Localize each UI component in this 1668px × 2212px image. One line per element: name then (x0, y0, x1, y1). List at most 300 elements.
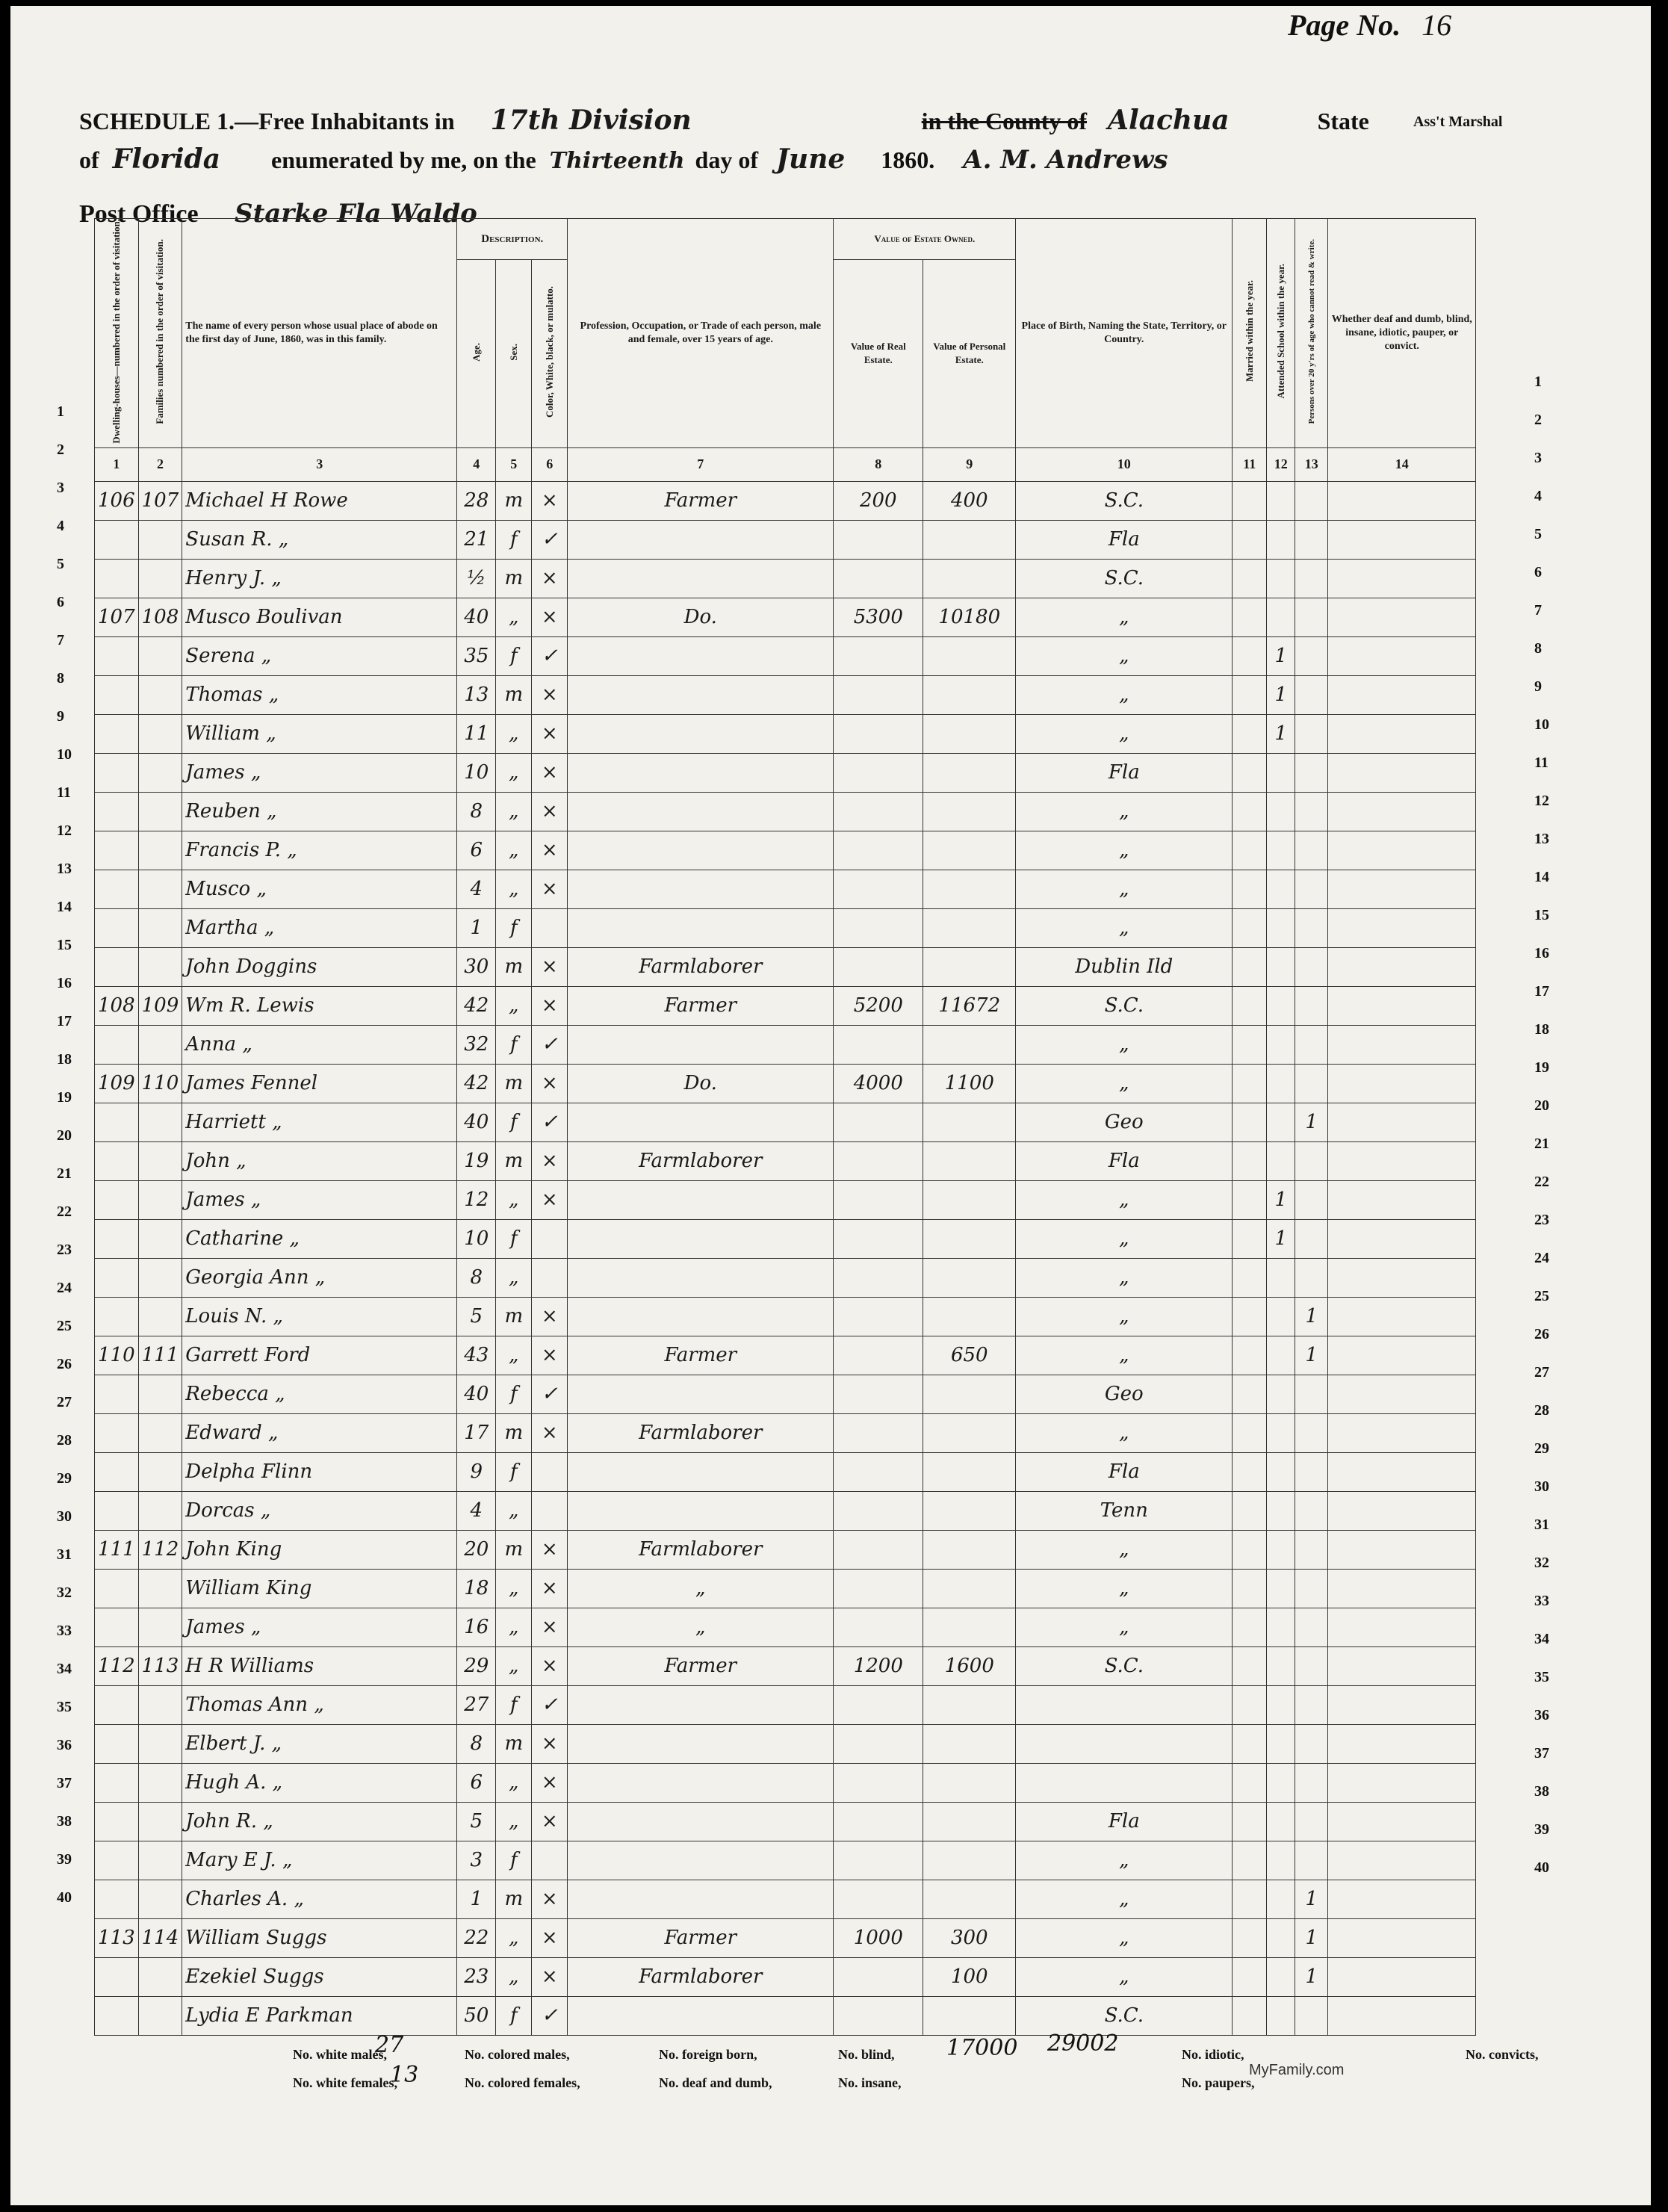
census-table (94, 218, 1476, 2036)
school-cell (1267, 1491, 1295, 1530)
col-real-header: Value of Real Estate. (834, 260, 923, 447)
line-number-left: 6 (57, 594, 64, 610)
family-number (138, 1452, 182, 1491)
dwelling-number (95, 1258, 139, 1297)
line-number-right: 7 (1534, 602, 1542, 619)
real-estate-cell (834, 636, 923, 675)
deaf-blind-cell (1328, 1530, 1476, 1569)
color-cell: × (532, 1141, 568, 1180)
deaf-blind-cell (1328, 831, 1476, 870)
table-row (95, 986, 1476, 1025)
married-cell (1233, 753, 1267, 792)
table-row (95, 908, 1476, 947)
deaf-blind-cell (1328, 1646, 1476, 1685)
dwelling-number (95, 714, 139, 753)
line-number-left: 9 (57, 708, 64, 725)
birthplace-cell: Tenn (1016, 1491, 1233, 1530)
deaf-blind-cell (1328, 1297, 1476, 1336)
real-estate-cell: 1000 (834, 1918, 923, 1957)
sex-cell: „ (496, 792, 532, 831)
family-number (138, 1375, 182, 1413)
watermark: MyFamily.com (1249, 2062, 1345, 2078)
column-number: 11 (1233, 447, 1267, 481)
sex-cell: f (496, 520, 532, 559)
personal-estate-cell (923, 831, 1016, 870)
occupation-cell: Farmer (568, 1918, 834, 1957)
occupation-cell: Farmlaborer (568, 947, 834, 986)
personal-estate-cell: 400 (923, 481, 1016, 520)
illiterate-cell: 1 (1295, 1103, 1328, 1141)
family-number (138, 1258, 182, 1297)
birthplace-cell: „ (1016, 1025, 1233, 1064)
birthplace-cell: „ (1016, 831, 1233, 870)
real-estate-cell (834, 1880, 923, 1918)
real-estate-cell (834, 1724, 923, 1763)
birthplace-cell: „ (1016, 1608, 1233, 1646)
birthplace-cell: „ (1016, 714, 1233, 753)
occupation-cell: Farmlaborer (568, 1141, 834, 1180)
color-cell: × (532, 598, 568, 636)
real-estate-cell (834, 1025, 923, 1064)
married-cell (1233, 1841, 1267, 1880)
line-number-left: 30 (57, 1508, 72, 1525)
married-cell (1233, 831, 1267, 870)
illiterate-cell (1295, 986, 1328, 1025)
color-cell: × (532, 1608, 568, 1646)
person-name: Musco „ (182, 870, 457, 908)
personal-estate-cell (923, 1569, 1016, 1608)
married-cell (1233, 1452, 1267, 1491)
occupation-cell (568, 1219, 834, 1258)
married-cell (1233, 1724, 1267, 1763)
family-number (138, 1141, 182, 1180)
line-number-right: 17 (1534, 983, 1549, 1000)
person-name: Ezekiel Suggs (182, 1957, 457, 1996)
dwelling-number: 107 (95, 598, 139, 636)
marshal-name: A. M. Andrews (963, 145, 1168, 175)
age-cell: 42 (457, 986, 496, 1025)
line-number-left: 2 (57, 442, 64, 458)
school-cell (1267, 831, 1295, 870)
family-number (138, 908, 182, 947)
family-number: 110 (138, 1064, 182, 1103)
sex-cell: „ (496, 831, 532, 870)
illiterate-cell: 1 (1295, 1297, 1328, 1336)
line-number-left: 24 (57, 1280, 72, 1296)
family-number (138, 1413, 182, 1452)
color-cell: × (532, 1336, 568, 1375)
dwelling-number (95, 1375, 139, 1413)
family-number (138, 1880, 182, 1918)
deaf-blind-cell (1328, 1219, 1476, 1258)
person-name: Georgia Ann „ (182, 1258, 457, 1297)
family-number: 114 (138, 1918, 182, 1957)
married-cell (1233, 598, 1267, 636)
age-cell: 8 (457, 1258, 496, 1297)
illiterate-cell (1295, 1064, 1328, 1103)
line-number-right: 34 (1534, 1631, 1549, 1647)
color-cell: × (532, 481, 568, 520)
occupation-cell (568, 1841, 834, 1880)
sex-cell: m (496, 1724, 532, 1763)
married-cell (1233, 1608, 1267, 1646)
dwelling-number (95, 1569, 139, 1608)
column-number: 3 (182, 447, 457, 481)
table-row (95, 753, 1476, 792)
occupation-cell (568, 1880, 834, 1918)
married-cell (1233, 1880, 1267, 1918)
family-number (138, 870, 182, 908)
school-cell: 1 (1267, 636, 1295, 675)
dwelling-number (95, 753, 139, 792)
illiterate-cell (1295, 1646, 1328, 1685)
school-cell (1267, 1297, 1295, 1336)
real-estate-cell (834, 1141, 923, 1180)
sex-cell: f (496, 908, 532, 947)
married-cell (1233, 1646, 1267, 1685)
color-cell (532, 1491, 568, 1530)
married-cell (1233, 1802, 1267, 1841)
real-estate-cell: 4000 (834, 1064, 923, 1103)
occupation-cell: „ (568, 1569, 834, 1608)
line-number-right: 6 (1534, 564, 1542, 580)
school-cell: 1 (1267, 714, 1295, 753)
color-cell (532, 1452, 568, 1491)
family-number (138, 1025, 182, 1064)
person-name: James „ (182, 753, 457, 792)
person-name: Catharine „ (182, 1219, 457, 1258)
personal-estate-cell (923, 908, 1016, 947)
dwelling-number (95, 870, 139, 908)
dwelling-number (95, 636, 139, 675)
illiterate-cell: 1 (1295, 1918, 1328, 1957)
table-row (95, 1452, 1476, 1491)
dwelling-number (95, 1452, 139, 1491)
line-number-right: 14 (1534, 869, 1549, 885)
col-color-header: Color, White, black, or mulatto. (532, 260, 568, 447)
person-name: Delpha Flinn (182, 1452, 457, 1491)
line-number-left: 34 (57, 1661, 72, 1677)
deaf-dumb-label: No. deaf and dumb, (659, 2075, 772, 2090)
color-cell: ✓ (532, 1103, 568, 1141)
col-personal-header: Value of Personal Estate. (923, 260, 1016, 447)
color-cell: × (532, 753, 568, 792)
age-cell: 11 (457, 714, 496, 753)
person-name: Mary E J. „ (182, 1841, 457, 1880)
illiterate-cell (1295, 1413, 1328, 1452)
table-row (95, 714, 1476, 753)
col-birthplace-header: Place of Birth, Naming the State, Territory, or Country. (1016, 219, 1233, 448)
married-cell (1233, 870, 1267, 908)
year-text: 1860. (881, 146, 935, 173)
sex-cell: „ (496, 1763, 532, 1802)
sex-cell: f (496, 1996, 532, 2035)
personal-estate-cell (923, 520, 1016, 559)
line-number-right: 18 (1534, 1021, 1549, 1038)
line-number-right: 28 (1534, 1402, 1549, 1419)
married-cell (1233, 1569, 1267, 1608)
occupation-cell (568, 675, 834, 714)
school-cell (1267, 1413, 1295, 1452)
age-cell: ½ (457, 559, 496, 598)
line-number-left: 40 (57, 1889, 72, 1906)
personal-estate-cell (923, 1608, 1016, 1646)
line-number-left: 36 (57, 1737, 72, 1753)
personal-estate-cell (923, 1996, 1016, 2035)
family-number (138, 1297, 182, 1336)
page-number (1288, 7, 1451, 43)
dwelling-number (95, 1608, 139, 1646)
illiterate-cell (1295, 1724, 1328, 1763)
family-number (138, 1996, 182, 2035)
age-cell: 8 (457, 1724, 496, 1763)
birthplace-cell: „ (1016, 1413, 1233, 1452)
personal-estate-cell (923, 1685, 1016, 1724)
age-cell: 20 (457, 1530, 496, 1569)
table-row (95, 1025, 1476, 1064)
deaf-blind-cell (1328, 1336, 1476, 1375)
state-word: State (1317, 108, 1369, 134)
school-cell (1267, 1336, 1295, 1375)
occupation-cell (568, 1025, 834, 1064)
line-number-left: 31 (57, 1546, 72, 1563)
line-number-right: 32 (1534, 1555, 1549, 1571)
sex-cell: m (496, 675, 532, 714)
personal-estate-cell (923, 1763, 1016, 1802)
color-cell: × (532, 792, 568, 831)
real-estate-cell (834, 520, 923, 559)
age-cell: 21 (457, 520, 496, 559)
occupation-cell (568, 1297, 834, 1336)
table-row (95, 792, 1476, 831)
deaf-blind-cell (1328, 986, 1476, 1025)
line-number-right: 13 (1534, 831, 1549, 847)
line-number-right: 33 (1534, 1593, 1549, 1609)
person-name: Reuben „ (182, 792, 457, 831)
line-number-left: 11 (57, 784, 71, 801)
col-dwelling-header: Dwelling-houses—numbered in the order of visitation. (95, 219, 139, 448)
color-cell: × (532, 1297, 568, 1336)
occupation-cell (568, 908, 834, 947)
school-cell (1267, 1724, 1295, 1763)
color-cell: × (532, 714, 568, 753)
age-cell: 30 (457, 947, 496, 986)
real-estate-cell (834, 792, 923, 831)
line-number-left: 5 (57, 556, 64, 572)
col-family-header: Families numbered in the order of visitation. (138, 219, 182, 448)
school-cell (1267, 1103, 1295, 1141)
occupation-cell: „ (568, 1608, 834, 1646)
real-estate-cell (834, 870, 923, 908)
marshal-title: Ass't Marshal (1413, 114, 1503, 130)
illiterate-cell (1295, 1258, 1328, 1297)
table-row (95, 1802, 1476, 1841)
school-cell (1267, 1064, 1295, 1103)
page-number-value: 16 (1421, 8, 1452, 42)
color-cell: × (532, 831, 568, 870)
person-name: Thomas Ann „ (182, 1685, 457, 1724)
line-number-left: 28 (57, 1432, 72, 1449)
married-cell (1233, 714, 1267, 753)
birthplace-cell: „ (1016, 1918, 1233, 1957)
sex-cell: „ (496, 1608, 532, 1646)
birthplace-cell: „ (1016, 1180, 1233, 1219)
table-row (95, 1491, 1476, 1530)
line-number-right: 39 (1534, 1821, 1549, 1838)
age-cell: 5 (457, 1297, 496, 1336)
married-cell (1233, 1103, 1267, 1141)
person-name: James „ (182, 1608, 457, 1646)
color-cell: × (532, 1413, 568, 1452)
age-cell: 32 (457, 1025, 496, 1064)
line-number-left: 1 (57, 403, 64, 420)
age-cell: 17 (457, 1413, 496, 1452)
real-estate-cell (834, 947, 923, 986)
line-number-right: 38 (1534, 1783, 1549, 1800)
column-number: 4 (457, 447, 496, 481)
birthplace-cell: „ (1016, 1336, 1233, 1375)
sex-cell: m (496, 1297, 532, 1336)
dwelling-number: 108 (95, 986, 139, 1025)
line-number-right: 15 (1534, 907, 1549, 923)
line-number-right: 40 (1534, 1859, 1549, 1876)
deaf-blind-cell (1328, 1452, 1476, 1491)
line-number-left: 3 (57, 480, 64, 496)
line-number-left: 7 (57, 632, 64, 648)
personal-estate-cell (923, 1841, 1016, 1880)
table-row (95, 1841, 1476, 1880)
line-number-right: 27 (1534, 1364, 1549, 1381)
line-number-left: 35 (57, 1699, 72, 1715)
deaf-blind-cell (1328, 1957, 1476, 1996)
real-estate-cell (834, 1258, 923, 1297)
family-number (138, 792, 182, 831)
dwelling-number (95, 1841, 139, 1880)
school-cell (1267, 1375, 1295, 1413)
table-row (95, 1180, 1476, 1219)
color-cell: × (532, 1569, 568, 1608)
table-row (95, 1685, 1476, 1724)
person-name: John Doggins (182, 947, 457, 986)
col-sex-header: Sex. (496, 260, 532, 447)
table-row (95, 1996, 1476, 2035)
person-name: Wm R. Lewis (182, 986, 457, 1025)
paupers-label: No. paupers, (1182, 2075, 1255, 2090)
school-cell (1267, 559, 1295, 598)
month-value: June (775, 143, 846, 175)
table-row (95, 636, 1476, 675)
occupation-cell: Do. (568, 1064, 834, 1103)
birthplace-cell: „ (1016, 1957, 1233, 1996)
line-number-left: 18 (57, 1051, 72, 1068)
person-name: Dorcas „ (182, 1491, 457, 1530)
column-number: 6 (532, 447, 568, 481)
person-name: Francis P. „ (182, 831, 457, 870)
occupation-cell: Farmlaborer (568, 1413, 834, 1452)
school-cell (1267, 1763, 1295, 1802)
person-name: Henry J. „ (182, 559, 457, 598)
deaf-blind-cell (1328, 1918, 1476, 1957)
line-number-left: 19 (57, 1089, 72, 1106)
real-estate-cell (834, 1375, 923, 1413)
line-number-left: 4 (57, 518, 64, 534)
family-number (138, 1491, 182, 1530)
real-estate-cell (834, 714, 923, 753)
married-cell (1233, 1763, 1267, 1802)
school-cell (1267, 753, 1295, 792)
birthplace-cell: „ (1016, 908, 1233, 947)
person-name: Musco Boulivan (182, 598, 457, 636)
personal-estate-cell (923, 753, 1016, 792)
dwelling-number (95, 1724, 139, 1763)
occupation-cell (568, 1724, 834, 1763)
line-number-left: 14 (57, 899, 72, 915)
line-number-right: 26 (1534, 1326, 1549, 1342)
person-name: Elbert J. „ (182, 1724, 457, 1763)
column-number: 10 (1016, 447, 1233, 481)
table-row (95, 1336, 1476, 1375)
column-number: 2 (138, 447, 182, 481)
married-cell (1233, 1297, 1267, 1336)
table-row (95, 1297, 1476, 1336)
color-cell: × (532, 559, 568, 598)
convicts-label: No. convicts, (1466, 2047, 1539, 2062)
age-cell: 22 (457, 1918, 496, 1957)
family-number: 113 (138, 1646, 182, 1685)
school-cell (1267, 1025, 1295, 1064)
family-number (138, 714, 182, 753)
occupation-cell (568, 753, 834, 792)
deaf-blind-cell (1328, 1103, 1476, 1141)
personal-estate-cell (923, 1802, 1016, 1841)
color-cell: × (532, 1064, 568, 1103)
deaf-blind-cell (1328, 1413, 1476, 1452)
line-number-left: 16 (57, 975, 72, 991)
occupation-cell (568, 1685, 834, 1724)
color-cell: ✓ (532, 636, 568, 675)
real-estate-cell (834, 1491, 923, 1530)
birthplace-cell: „ (1016, 792, 1233, 831)
school-cell: 1 (1267, 675, 1295, 714)
age-cell: 43 (457, 1336, 496, 1375)
sex-cell: „ (496, 1918, 532, 1957)
table-row (95, 831, 1476, 870)
age-cell: 19 (457, 1141, 496, 1180)
occupation-cell: Farmlaborer (568, 1957, 834, 1996)
illiterate-cell (1295, 1763, 1328, 1802)
table-row (95, 1918, 1476, 1957)
color-cell: ✓ (532, 1025, 568, 1064)
line-number-right: 4 (1534, 488, 1542, 504)
personal-estate-cell (923, 1219, 1016, 1258)
col-illiterate-header: Persons over 20 y'rs of age who cannot read & write. (1295, 219, 1328, 448)
age-cell: 12 (457, 1180, 496, 1219)
real-estate-cell (834, 1530, 923, 1569)
person-name: William „ (182, 714, 457, 753)
illiterate-cell (1295, 870, 1328, 908)
dwelling-number (95, 1103, 139, 1141)
of-word: of (79, 146, 99, 173)
table-row (95, 1141, 1476, 1180)
age-cell: 13 (457, 675, 496, 714)
real-estate-cell (834, 1297, 923, 1336)
personal-estate-cell: 10180 (923, 598, 1016, 636)
illiterate-cell (1295, 481, 1328, 520)
color-cell: × (532, 1530, 568, 1569)
married-cell (1233, 1258, 1267, 1297)
illiterate-cell (1295, 1141, 1328, 1180)
line-number-right: 8 (1534, 640, 1542, 657)
